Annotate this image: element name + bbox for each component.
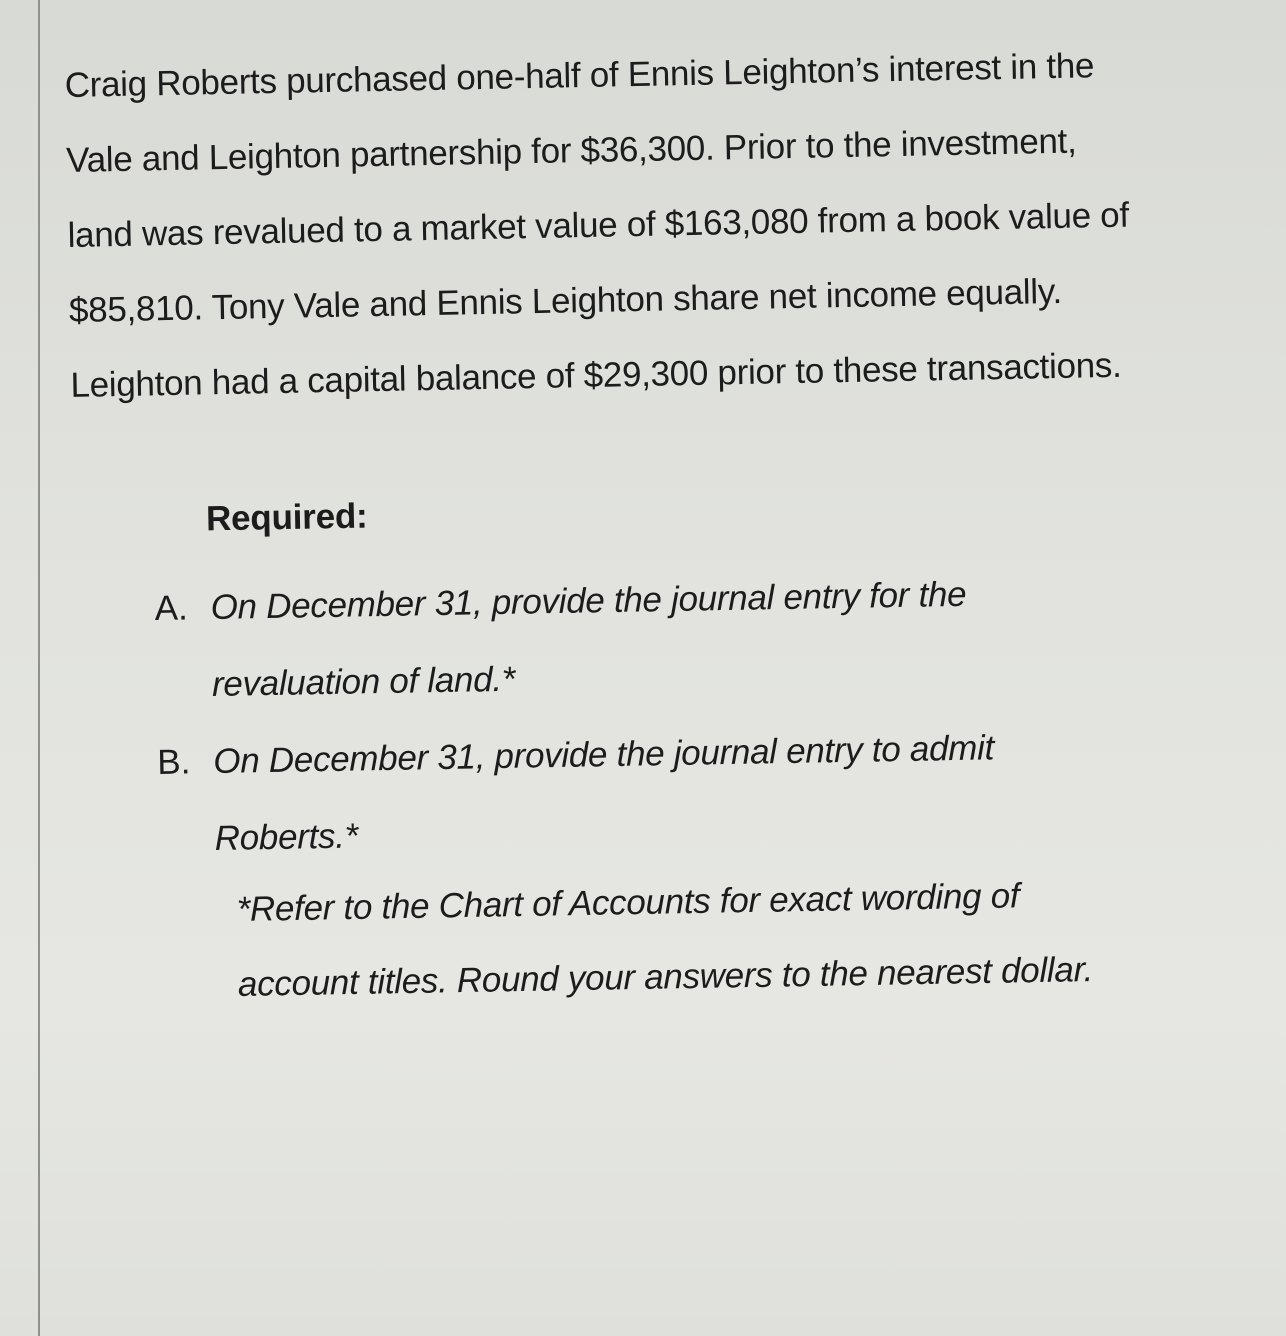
required-item-b <box>157 707 1160 878</box>
problem-line: Leighton had a capital balance of $29,300 prior to these transactions. <box>70 345 1122 405</box>
required-heading: Required: <box>205 496 368 539</box>
footnote-line: *Refer to the Chart of Accounts for exact wording of <box>236 876 1020 929</box>
document-page <box>38 0 1286 1336</box>
item-text <box>210 553 1157 723</box>
item-line: On December 31, provide the journal entry to admit <box>213 728 995 781</box>
problem-paragraph <box>64 25 1271 423</box>
footnote-line: account titles. Round your answers to the nearest dollar. <box>237 950 1094 1004</box>
problem-line: $85,810. Tony Vale and Ennis Leighton share net income equally. <box>68 271 1063 330</box>
item-line: revaluation of land.* <box>211 659 516 705</box>
required-list <box>154 553 1159 878</box>
item-line: On December 31, provide the journal entry for the <box>210 574 967 628</box>
required-item-a <box>154 553 1157 724</box>
problem-line: Vale and Leighton partnership for $36,300. Prior to the investment, <box>65 121 1077 180</box>
item-letter: A. <box>154 588 189 628</box>
problem-line: Craig Roberts purchased one-half of Ennis Leighton’s interest in the <box>64 46 1095 105</box>
problem-line: land was revalued to a market value of $163,080 from a book value of <box>67 195 1130 255</box>
item-line: Roberts.* <box>214 816 359 858</box>
item-letter: B. <box>157 742 191 782</box>
footnote <box>236 857 1094 1022</box>
item-text <box>213 707 1160 877</box>
